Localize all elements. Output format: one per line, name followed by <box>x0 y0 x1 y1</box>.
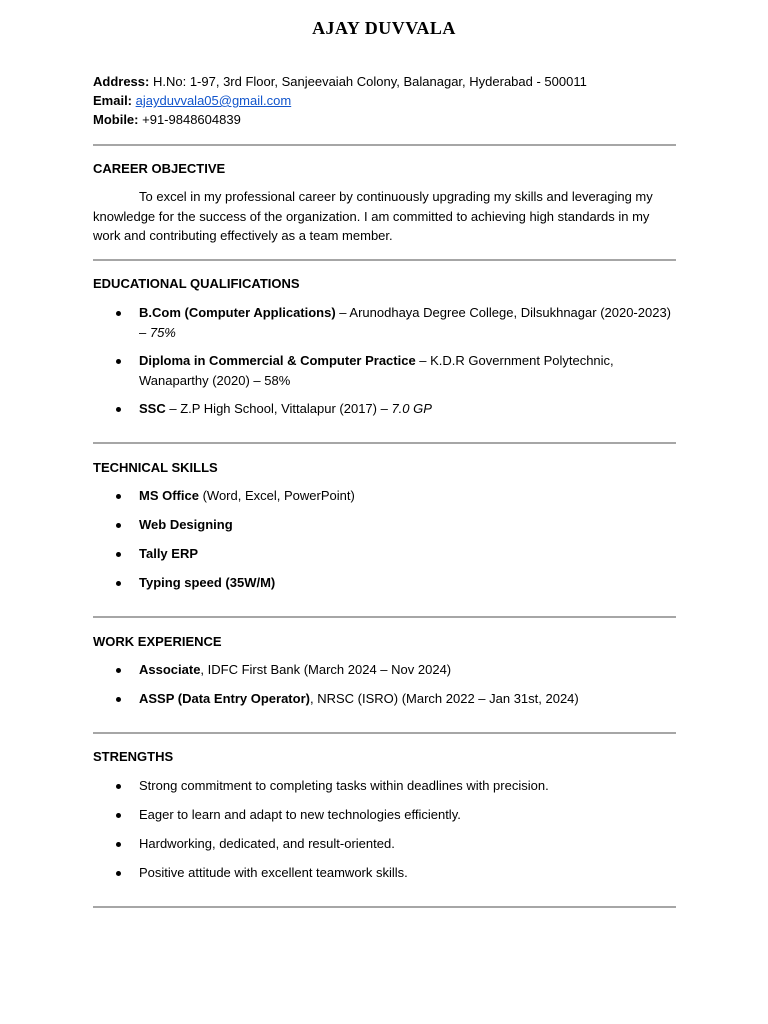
skill-item <box>93 486 676 506</box>
skill-details: (Word, Excel, PowerPoint) <box>198 488 355 503</box>
strength-text: Positive attitude with excellent teamwork skills. <box>139 865 408 880</box>
strength-text: Hardworking, dedicated, and result-oriented. <box>139 836 395 851</box>
bullet-icon <box>116 494 121 499</box>
candidate-name: AJAY DUVVALA <box>312 18 456 38</box>
skill-item <box>93 515 676 535</box>
work-details: , NRSC (ISRO) (March 2022 – Jan 31st, 2024) <box>309 691 579 706</box>
technical-skills-heading: TECHNICAL SKILLS <box>93 460 218 475</box>
education-item <box>93 303 676 342</box>
strength-item <box>93 776 676 796</box>
strength-text: Strong commitment to completing tasks within deadlines with precision. <box>139 778 549 793</box>
education-item <box>93 399 676 419</box>
bullet-icon <box>116 668 121 673</box>
education-details: – K.D.R Government Polytechnic, Wanaparthy (2020) – 58% <box>139 353 614 388</box>
mobile-label: Mobile: <box>93 112 139 127</box>
education-details: – Arunodhaya Degree College, Dilsukhnagar (2020-2023) – <box>139 305 672 340</box>
bullet-icon <box>116 813 121 818</box>
bullet-icon <box>116 552 121 557</box>
skill-item <box>93 544 676 564</box>
bullet-icon <box>116 359 121 364</box>
education-list <box>93 303 676 419</box>
email-link[interactable]: ajayduvvala05@gmail.com <box>135 93 292 108</box>
education-heading: EDUCATIONAL QUALIFICATIONS <box>93 276 300 291</box>
education-details: – Z.P High School, Vittalapur (2017) – <box>165 401 392 416</box>
education-item <box>93 351 676 390</box>
bullet-icon <box>116 871 121 876</box>
address-line <box>93 72 683 91</box>
strengths-list <box>93 776 676 883</box>
divider <box>93 732 676 734</box>
strength-text: Eager to learn and adapt to new technologies efficiently. <box>139 807 461 822</box>
education-score: 75% <box>149 324 176 340</box>
divider <box>93 616 676 618</box>
bullet-icon <box>116 311 121 316</box>
strength-item <box>93 863 676 883</box>
work-experience-heading: WORK EXPERIENCE <box>93 634 222 649</box>
bullet-icon <box>116 581 121 586</box>
email-label: Email: <box>93 93 133 108</box>
skill-title: Typing speed (35W/M) <box>139 575 276 590</box>
skill-title: Tally ERP <box>139 546 199 561</box>
address-label: Address: <box>93 74 150 89</box>
bullet-icon <box>116 407 121 412</box>
skills-list <box>93 486 676 593</box>
strengths-heading: STRENGTHS <box>93 749 174 764</box>
mobile-line <box>93 110 683 129</box>
work-list <box>93 660 676 709</box>
skill-title: Web Designing <box>139 517 233 532</box>
education-score: 7.0 GP <box>391 401 432 416</box>
divider <box>93 144 676 146</box>
work-details: , IDFC First Bank (March 2024 – Nov 2024) <box>200 662 452 677</box>
divider <box>93 259 676 261</box>
work-item <box>93 689 676 709</box>
divider <box>93 442 676 444</box>
work-role: ASSP (Data Entry Operator) <box>139 691 310 706</box>
education-degree: Diploma in Commercial & Computer Practice <box>139 353 416 368</box>
bullet-icon <box>116 523 121 528</box>
bullet-icon <box>116 697 121 702</box>
email-line <box>93 91 683 110</box>
education-degree: B.Com (Computer Applications) <box>139 305 336 320</box>
work-role: Associate <box>139 662 201 677</box>
strength-item <box>93 805 676 825</box>
work-item <box>93 660 676 680</box>
career-objective-text <box>93 187 676 246</box>
mobile-value: +91-9848604839 <box>142 112 241 127</box>
bullet-icon <box>116 784 121 789</box>
strength-item <box>93 834 676 854</box>
bullet-icon <box>116 842 121 847</box>
career-objective-body: To excel in my professional career by continuously upgrading my skills and leveraging my knowledge for the success of the organization. I am committed to achieving high standards in my work and contributing effectively as a team member. <box>93 189 653 243</box>
address-value: H.No: 1-97, 3rd Floor, Sanjeevaiah Colony, Balanagar, Hyderabad - 500011 <box>152 74 587 89</box>
divider <box>93 906 676 908</box>
contact-block <box>93 72 683 129</box>
career-objective-heading: CAREER OBJECTIVE <box>93 161 226 176</box>
skill-item <box>93 573 676 593</box>
education-degree: SSC <box>139 401 166 416</box>
skill-title: MS Office <box>139 488 199 503</box>
